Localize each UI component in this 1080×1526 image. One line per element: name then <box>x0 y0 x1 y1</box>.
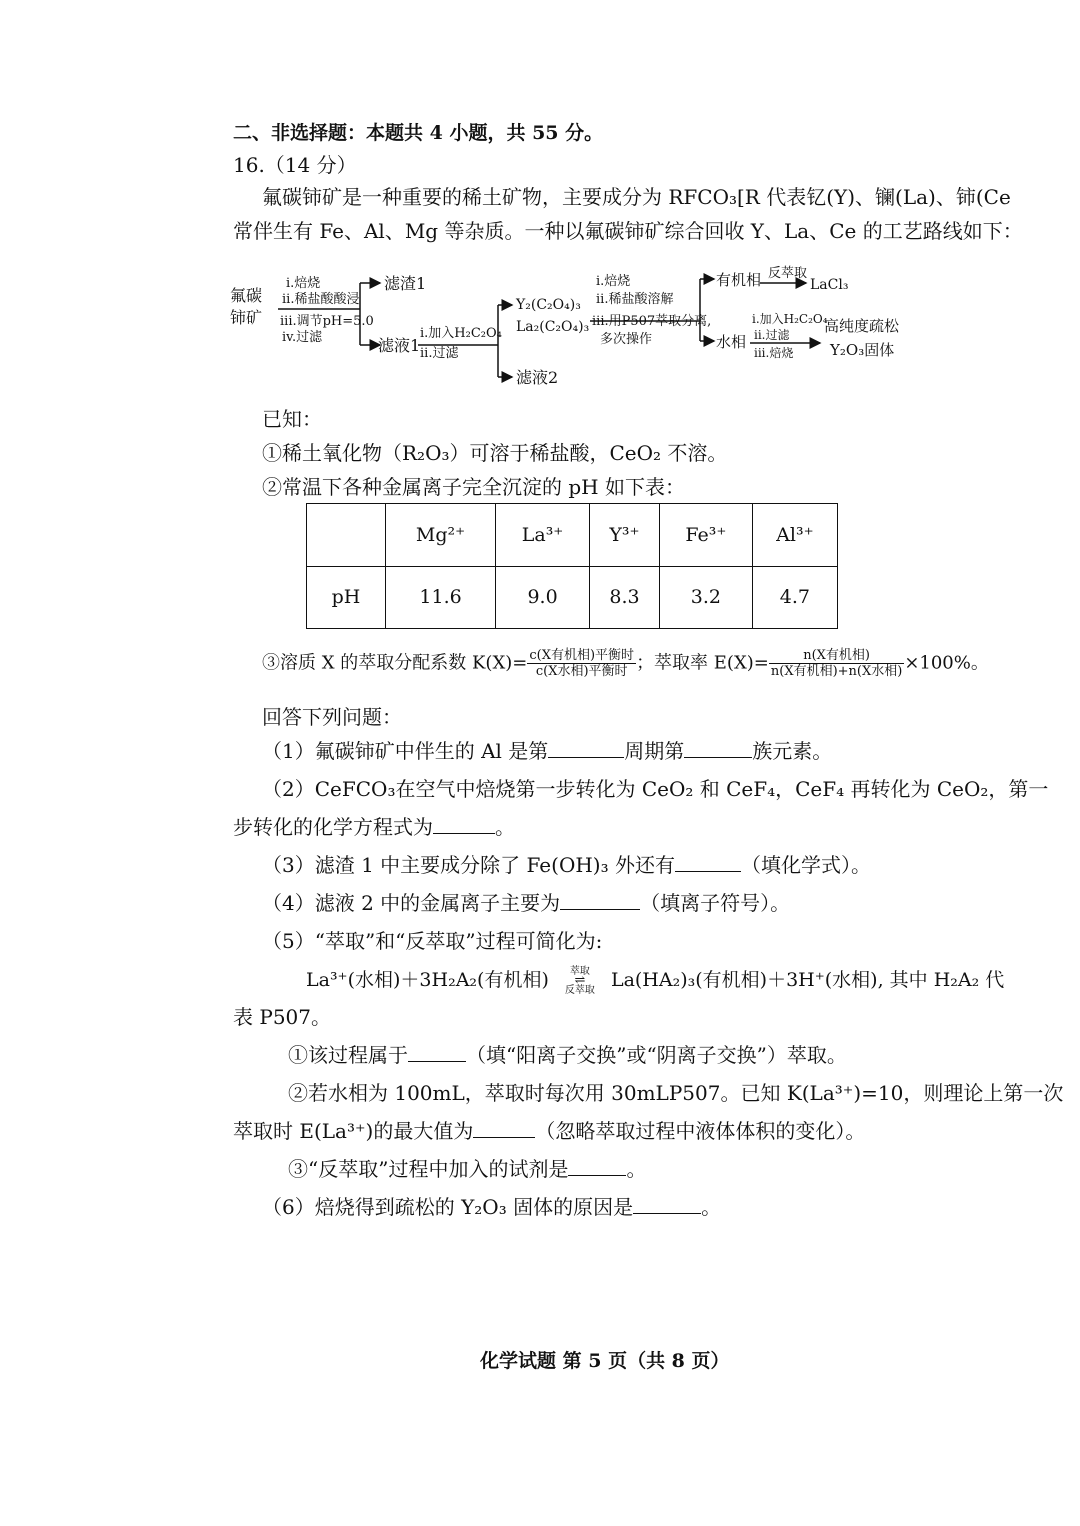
flow-step3-c: iii.用P507萃取分离, <box>592 314 712 329</box>
ph-value-mg: 11.6 <box>386 566 496 629</box>
q5-eq-left: La³⁺(水相)＋3H₂A₂(有机相) <box>306 969 549 991</box>
q5-sub2-line-1: ②若水相为 100mL，萃取时每次用 30mLP507。已知 K(La³⁺)=10，则理论上第一次 <box>288 1081 1064 1105</box>
known-title: 已知： <box>262 407 322 431</box>
flow-lacl3: LaCl₃ <box>810 277 849 293</box>
ph-table-corner <box>307 504 386 567</box>
known-2: ②常温下各种金属离子完全沉淀的 pH 如下表： <box>262 475 685 499</box>
q5-eq-arrow <box>555 966 605 996</box>
q5-sub3-blank[interactable] <box>568 1157 626 1176</box>
section-title: 二、非选择题：本题共 4 小题，共 55 分。 <box>233 122 604 144</box>
known-3-post: ×100%。 <box>904 652 989 674</box>
flow-aqueous: 水相 <box>716 333 747 351</box>
q5-equation <box>306 966 1004 996</box>
q1-blank-period[interactable] <box>548 739 624 758</box>
q5-sub2-line-2 <box>233 1118 865 1144</box>
flow-start-2: 铈矿 <box>230 308 263 327</box>
flow-step2-a: i.加入H₂C₂O₄ <box>420 326 502 341</box>
k-numerator: c(X有机相)平衡时 <box>529 648 635 663</box>
flow-start-1: 氟碳 <box>230 286 263 305</box>
q4-blank[interactable] <box>560 891 640 910</box>
q4 <box>262 890 790 916</box>
q5-sub2-text-a: 萃取时 E(La³⁺)的最大值为 <box>233 1119 474 1143</box>
ph-header-mg: Mg²⁺ <box>386 504 496 567</box>
q1 <box>262 738 832 764</box>
e-numerator: n(X有机相) <box>769 648 904 664</box>
k-denominator: c(X水相)平衡时 <box>535 664 628 679</box>
q1-blank-group[interactable] <box>684 739 752 758</box>
q5-eq-arrow-top: 萃取 <box>569 966 590 977</box>
ph-value-fe: 3.2 <box>659 566 752 629</box>
q6-blank[interactable] <box>633 1195 701 1214</box>
q6 <box>262 1194 721 1220</box>
flow-residue1: 滤渣1 <box>384 274 427 293</box>
q5-eq-line-2: 表 P507。 <box>233 1005 331 1029</box>
equilibrium-arrows-icon: ⇌ <box>574 973 586 988</box>
q2-line-1: （2）CeFCO₃在空气中焙烧第一步转化为 CeO₂ 和 CeF₄，CeF₄ 再转化为 CeO₂，第一 <box>262 777 1049 801</box>
q1-text-b: 周期第 <box>624 739 685 763</box>
q3 <box>262 852 871 878</box>
q5-sub2-blank[interactable] <box>473 1119 535 1138</box>
ph-table <box>306 503 838 629</box>
intro-line-1: 氟碳铈矿是一种重要的稀土矿物，主要成分为 RFCO₃[R 代表钇(Y)、镧(La)、铈(Ce <box>262 185 1011 209</box>
ph-header-y: Y³⁺ <box>590 504 660 567</box>
flow-back-extract: 反萃取 <box>768 266 808 281</box>
q2-text-a: 步转化的化学方程式为 <box>233 815 433 839</box>
ph-header-fe: Fe³⁺ <box>659 504 752 567</box>
intro-line-2: 常伴生有 Fe、Al、Mg 等杂质。一种以氟碳铈矿综合回收 Y、La、Ce 的工艺路线如下： <box>233 219 1023 243</box>
q1-text-a: （1）氟碳铈矿中伴生的 Al 是第 <box>262 739 549 763</box>
flow-step3-d: 多次操作 <box>600 332 653 347</box>
flow-step4-a: i.加入H₂C₂O₄ <box>752 312 828 326</box>
flow-step4-c: iii.焙烧 <box>754 346 794 360</box>
flow-oxalate-la: La₂(C₂O₄)₃ <box>516 319 590 335</box>
flow-step1-a: i.焙烧 <box>286 276 321 291</box>
flow-filtrate2: 滤液2 <box>516 368 559 387</box>
question-header: 16.（14 分） <box>233 153 357 177</box>
flow-step1-d: iv.过滤 <box>282 330 323 345</box>
flow-product-b: Y₂O₃固体 <box>830 341 895 359</box>
flow-step1-c: iii.调节pH=5.0 <box>280 314 374 329</box>
ph-header-al: Al³⁺ <box>752 504 837 567</box>
q2-line-2 <box>233 814 515 840</box>
flow-step3-b: ii.稀盐酸溶解 <box>596 292 674 307</box>
ph-value-al: 4.7 <box>752 566 837 629</box>
e-denominator: n(X有机相)+n(X水相) <box>770 664 903 679</box>
ph-value-la: 9.0 <box>496 566 590 629</box>
known-3-mid: ；萃取率 E(X)= <box>636 652 769 674</box>
q1-text-c: 族元素。 <box>752 739 833 763</box>
flow-step2-b: ii.过滤 <box>420 346 459 361</box>
process-flow-diagram <box>230 265 910 395</box>
q3-blank[interactable] <box>675 853 741 872</box>
ph-row-label: pH <box>307 566 386 629</box>
q5-sub3-text-a: ③“反萃取”过程中加入的试剂是 <box>288 1157 569 1181</box>
q4-text-a: （4）滤液 2 中的金属离子主要为 <box>262 891 561 915</box>
ph-header-la: La³⁺ <box>496 504 590 567</box>
q2-text-b: 。 <box>495 815 515 839</box>
flow-organic: 有机相 <box>716 271 762 289</box>
q4-text-b: （填离子符号）。 <box>640 891 791 915</box>
q5-sub3-text-b: 。 <box>626 1157 647 1181</box>
flow-step1-b: ii.稀盐酸酸浸 <box>282 292 360 307</box>
q5-intro: （5）“萃取”和“反萃取”过程可简化为: <box>262 929 603 953</box>
q6-text-b: 。 <box>701 1195 722 1219</box>
q5-sub1-text-a: ①该过程属于 <box>288 1043 408 1067</box>
ph-value-y: 8.3 <box>590 566 660 629</box>
q5-eq-arrow-bottom: 反萃取 <box>564 985 595 996</box>
e-fraction <box>769 648 904 679</box>
known-1: ①稀土氧化物（R₂O₃）可溶于稀盐酸，CeO₂ 不溶。 <box>262 441 728 465</box>
q5-sub3 <box>288 1156 646 1182</box>
q5-sub1 <box>288 1042 847 1068</box>
page-footer: 化学试题 第 5 页（共 8 页） <box>480 1350 730 1372</box>
flow-step4-b: ii.过滤 <box>754 328 790 342</box>
ph-table-header-row <box>307 504 838 567</box>
q5-eq-right: La(HA₂)₃(有机相)＋3H⁺(水相), 其中 H₂A₂ 代 <box>610 969 1005 991</box>
flow-product-a: 高纯度疏松 <box>824 317 900 335</box>
flow-step3-a: i.焙烧 <box>596 274 631 289</box>
q2-blank-equation[interactable] <box>433 815 495 834</box>
q6-text-a: （6）焙烧得到疏松的 Y₂O₃ 固体的原因是 <box>262 1195 634 1219</box>
q5-sub1-text-b: （填“阳离子交换”或“阴离子交换”）萃取。 <box>466 1043 847 1067</box>
k-fraction <box>527 648 636 679</box>
ph-table-value-row <box>307 566 838 629</box>
q5-sub2-text-b: （忽略萃取过程中液体体积的变化）。 <box>535 1119 866 1143</box>
known-3 <box>262 648 989 679</box>
known-3-pre: ③溶质 X 的萃取分配系数 K(X)= <box>262 652 528 674</box>
q3-text-b: （填化学式）。 <box>740 853 871 877</box>
flow-oxalate-y: Y₂(C₂O₄)₃ <box>516 297 581 313</box>
answer-title: 回答下列问题： <box>262 705 402 729</box>
q3-text-a: （3）滤渣 1 中主要成分除了 Fe(OH)₃ 外还有 <box>262 853 675 877</box>
q5-sub1-blank[interactable] <box>408 1043 466 1062</box>
flow-filtrate1: 滤液1 <box>378 336 421 355</box>
